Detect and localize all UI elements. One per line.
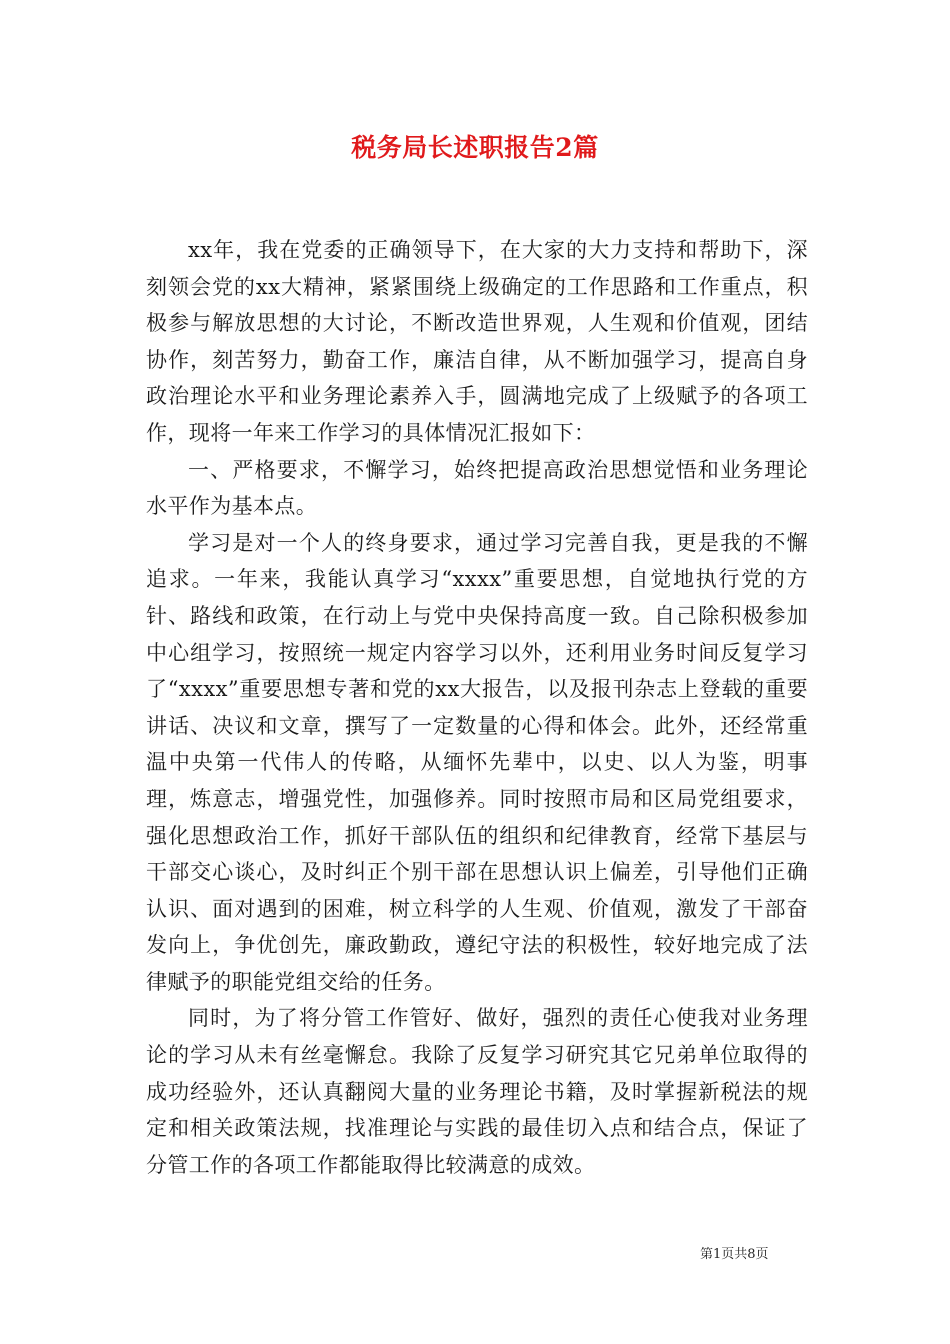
page-number: 第1页共8页 — [700, 1247, 769, 1262]
paragraph-study: 学习是对一个人的终身要求，通过学习完善自我，更是我的不懈追求。一年来，我能认真学习“xxxx”重要思想，自觉地执行党的方针、路线和政策，在行动上与党中央保持高度一致。自己除积极参加中心组学习，按照统一规定内容学习以外，还利用业务时间反复学习了“xxxx”重要思想专著和党的xx大报告，以及报刊杂志上登载的重要讲话、决议和文章，撰写了一定数量的心得和体会。此外，还经常重温中央第一代伟人的传略，从缅怀先辈中，以史、以人为鉴，明事理，炼意志，增强党性，加强修养。同时按照市局和区局党组要求，强化思想政治工作，抓好干部队伍的组织和纪律教育，经常下基层与干部交心谈心，及时纠正个别干部在思想认识上偏差，引导他们正确认识、面对遇到的困难，树立科学的人生观、价值观，激发了干部奋发向上，争优创先，廉政勤政，遵纪守法的积极性，较好地完成了法律赋予的职能党组交给的任务。 — [146, 530, 808, 994]
paragraph-section-heading: 一、严格要求，不懈学习，始终把提高政治思想觉悟和业务理论水平作为基本点。 — [146, 457, 808, 519]
paragraph-business-study: 同时，为了将分管工作管好、做好，强烈的责任心使我对业务理论的学习从未有丝毫懈怠。我除了反复学习研究其它兄弟单位取得的成功经验外，还认真翻阅大量的业务理论书籍，及时掌握新税法的规定和相关政策法规，找准理论与实践的最佳切入点和结合点，保证了分管工作的各项工作都能取得比较满意的成效。 — [146, 1006, 808, 1177]
document-title: 税务局长述职报告2篇 — [351, 133, 599, 162]
document-body — [146, 232, 808, 1183]
paragraph-intro: xx年，我在党委的正确领导下，在大家的大力支持和帮助下，深刻领会党的xx大精神，紧紧围绕上级确定的工作思路和工作重点，积极参与解放思想的大讨论，不断改造世界观，人生观和价值观，团结协作，刻苦努力，勤奋工作，廉洁自律，从不断加强学习，提高自身政治理论水平和业务理论素养入手，圆满地完成了上级赋予的各项工作，现将一年来工作学习的具体情况汇报如下： — [146, 238, 808, 445]
